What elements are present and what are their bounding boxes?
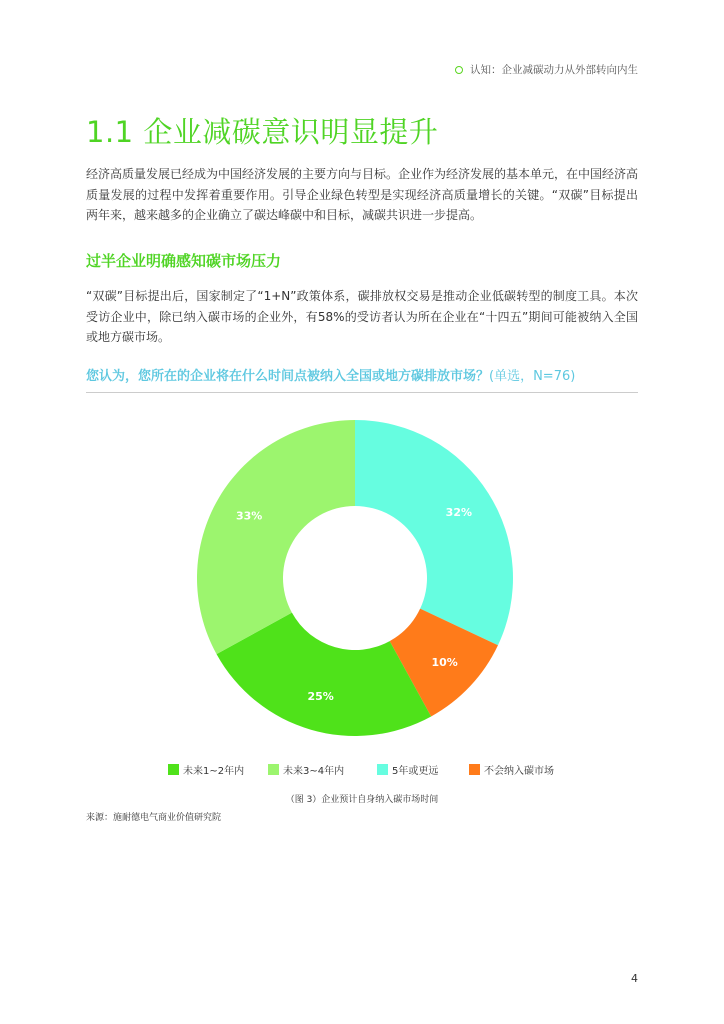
legend-label: 5年或更远	[392, 766, 439, 777]
legend-swatch	[168, 764, 179, 775]
figure-caption: （图 3）企业预计自身纳入碳市场时间	[285, 795, 439, 805]
slice-label-2: 33%	[235, 509, 263, 523]
body-paragraph: “双碳”目标提出后，国家制定了“1+N”政策体系，碳排放权交易是推动企业低碳转型的制度工具。本次受访企业中，除已纳入碳市场的企业外，有58%的受访者认为所在企业在“十四五”期间可能被纳入全国或地方碳市场。	[86, 289, 638, 344]
legend-label: 未来1~2年内	[183, 766, 245, 777]
legend-item-3	[377, 762, 438, 777]
slice-label-4: 10%	[431, 656, 458, 670]
legend-swatch	[469, 764, 480, 775]
legend-swatch	[377, 764, 388, 775]
page-number: 4	[631, 972, 638, 985]
source-note: 来源：施耐德电气商业价值研究院	[86, 813, 222, 823]
question-text: 您认为，您所在的企业将在什么时间点被纳入全国或地方碳排放市场？	[86, 369, 490, 384]
intro-paragraph: 经济高质量发展已经成为中国经济发展的主要方向与目标。企业作为经济发展的基本单元，在中国经济高质量发展的过程中发挥着重要作用。引导企业绿色转型是实现经济高质量增长的关键。“双碳”目标提出两年来，越来越多的企业确立了碳达峰碳中和目标，减碳共识进一步提高。	[86, 167, 639, 222]
legend-swatch	[268, 764, 279, 775]
donut-slice-3	[355, 420, 513, 645]
chart-legend	[168, 762, 568, 776]
slice-label-1: 25%	[307, 690, 334, 704]
legend-label: 不会纳入碳市场	[484, 766, 554, 777]
legend-label: 未来3~4年内	[283, 766, 345, 777]
slice-label-3: 32%	[445, 506, 473, 520]
header-text: 认知：企业减碳动力从外部转向内生	[470, 64, 638, 76]
question-meta: (单选，N=76)	[489, 369, 576, 384]
donut-slice-2	[197, 420, 355, 654]
legend-item-1	[168, 762, 244, 777]
subheading: 过半企业明确感知碳市场压力	[86, 252, 282, 270]
legend-item-2	[268, 762, 344, 777]
section-title: 1.1 企业减碳意识明显提升	[86, 115, 439, 149]
legend-item-4	[469, 762, 554, 777]
